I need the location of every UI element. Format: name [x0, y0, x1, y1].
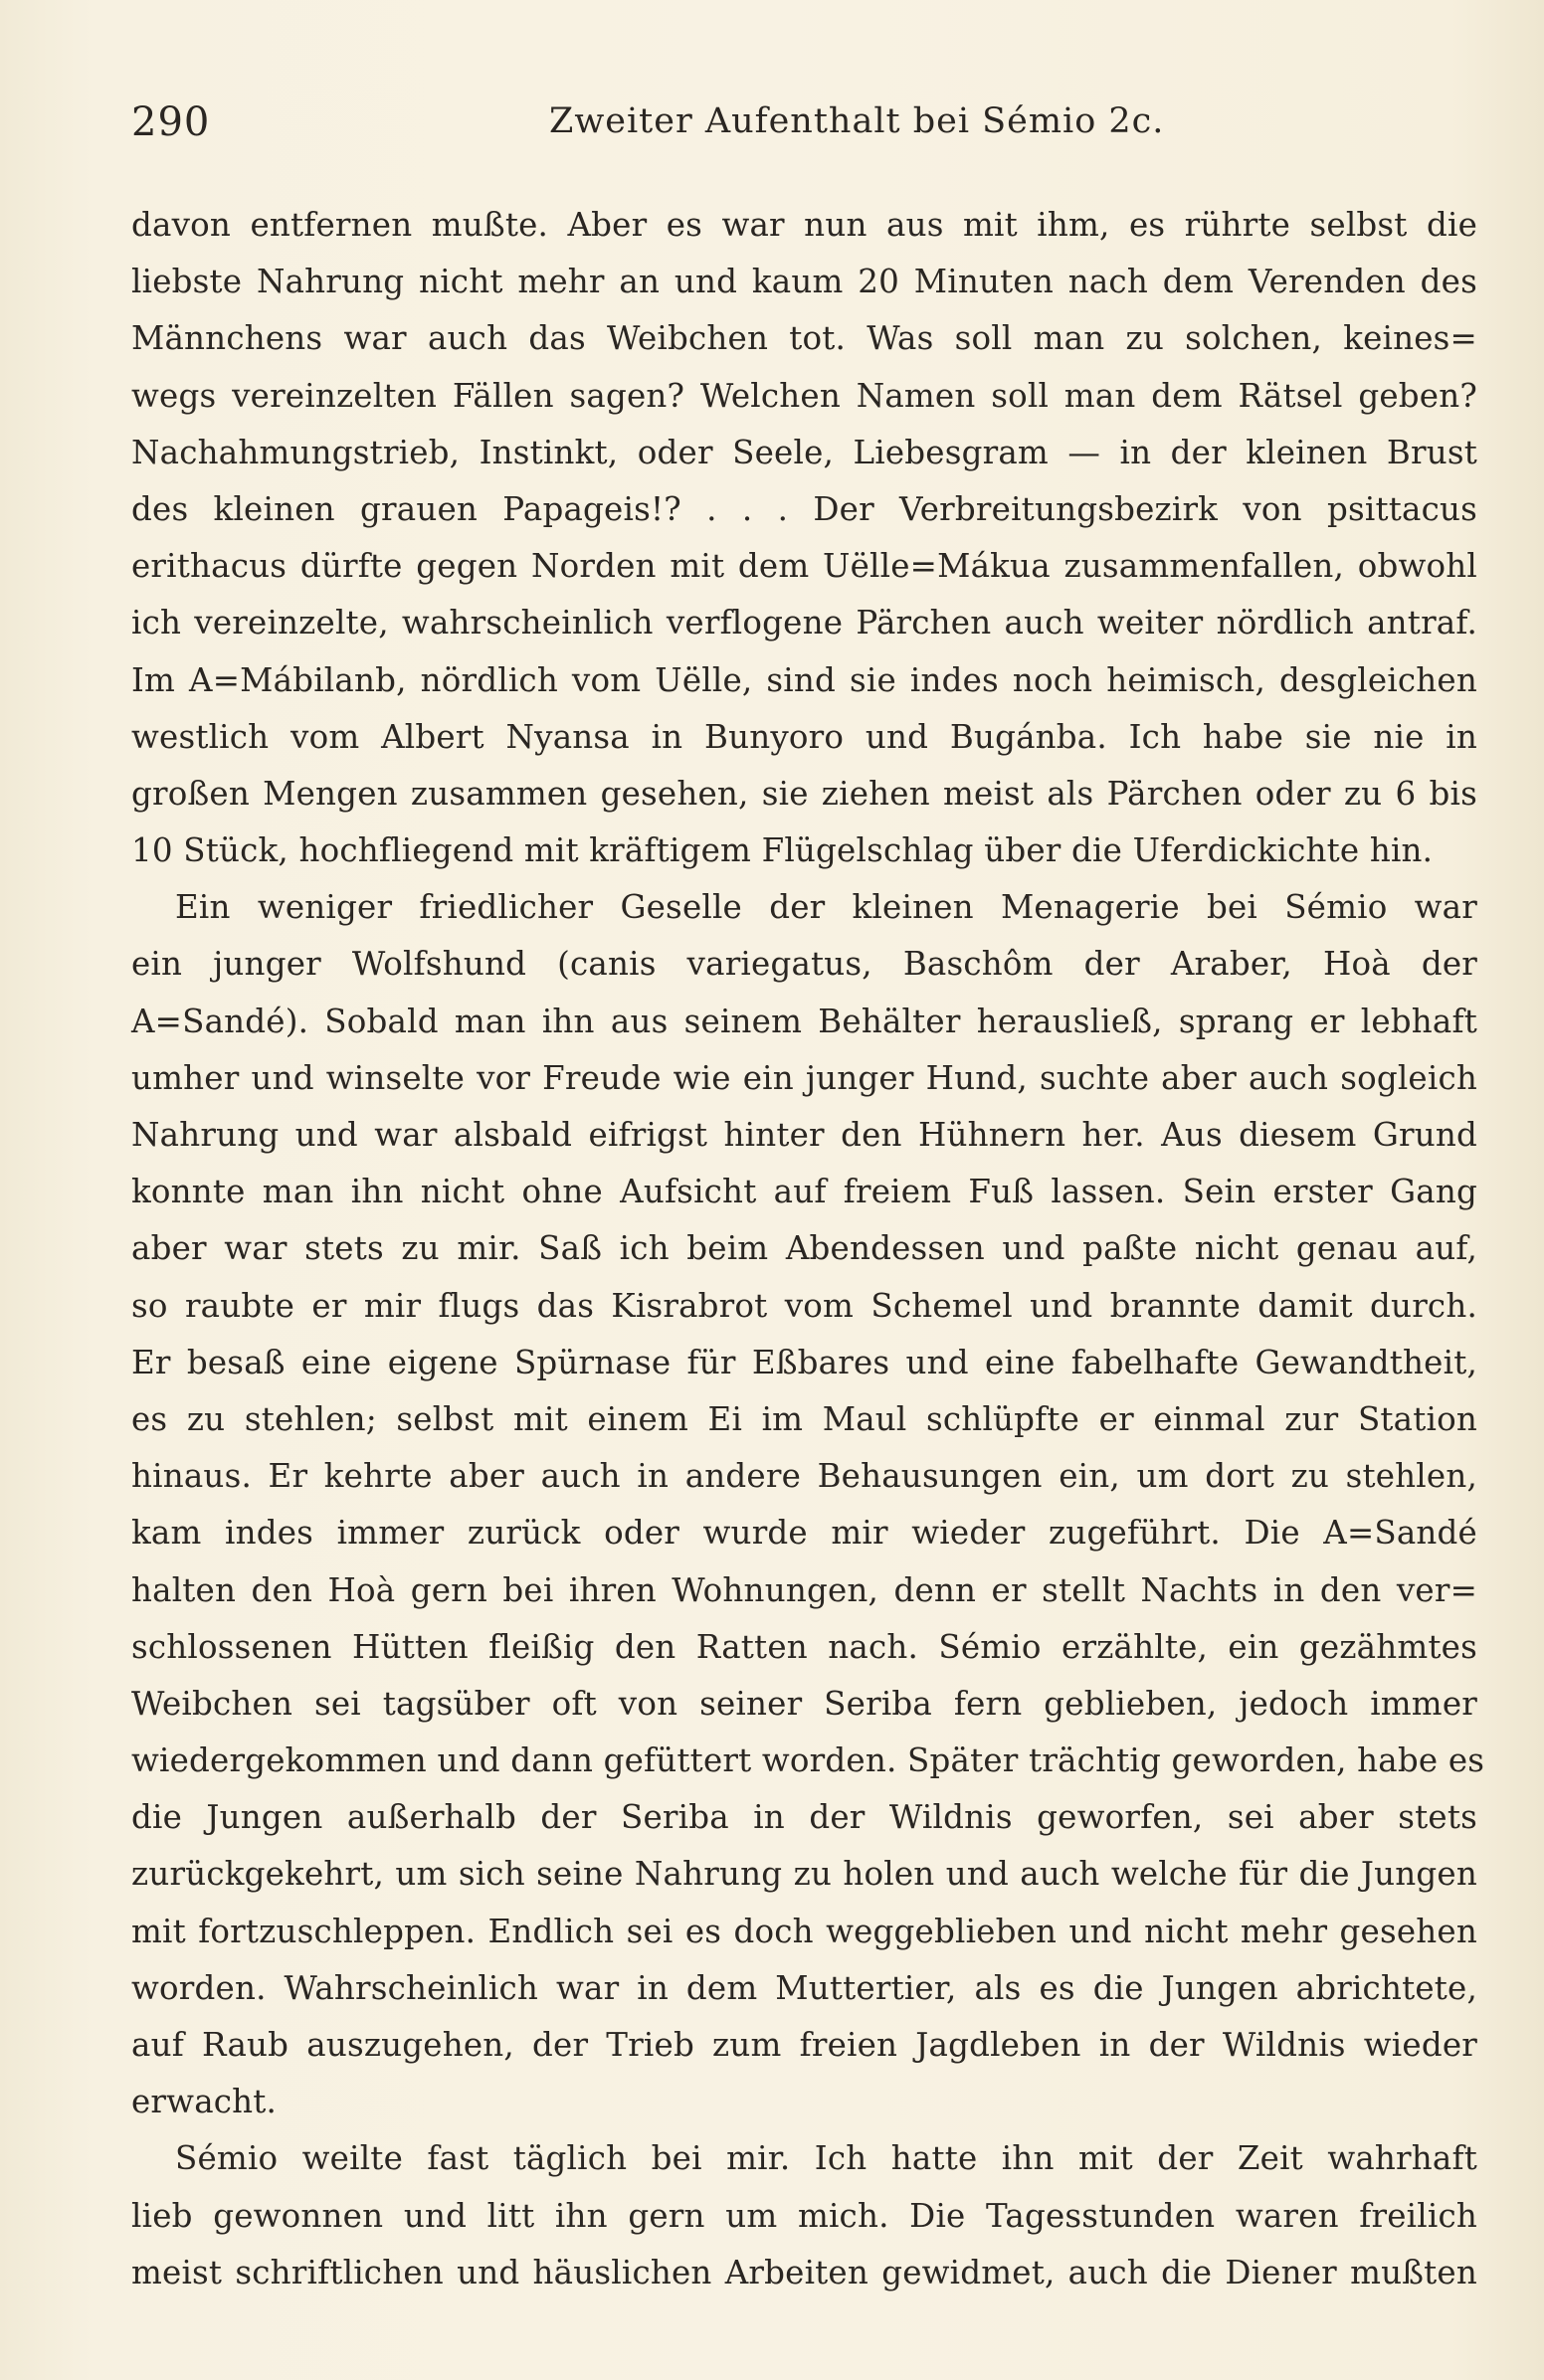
- text-line: Er besaß eine eigene Spürnase für Eßbares und eine fabelhafte Gewandtheit,: [131, 1343, 1477, 1381]
- text-line: des kleinen grauen Papageis!? . . . Der Verbreitungsbezirk von psittacus: [131, 489, 1477, 528]
- text-line: auf Raub auszugehen, der Trieb zum freien Jagdleben in der Wildnis wieder: [131, 2026, 1477, 2064]
- page-header: [131, 99, 1464, 159]
- text-line: 10 Stück, hochfliegend mit kräftigem Flügelschlag über die Uferdickichte hin.: [131, 831, 1434, 870]
- text-line: ich vereinzelte, wahrscheinlich verflogene Pärchen auch weiter nördlich antraf.: [131, 604, 1477, 642]
- text-line: es zu stehlen; selbst mit einem Ei im Maul schlüpfte er einmal zur Station: [131, 1399, 1477, 1438]
- text-line: großen Mengen zusammen gesehen, sie ziehen meist als Pärchen oder zu 6 bis: [131, 774, 1477, 813]
- text-line: westlich vom Albert Nyansa in Bunyoro und Bugánba. Ich habe sie nie in: [131, 717, 1477, 756]
- text-line: so raubte er mir flugs das Kisrabrot vom Schemel und brannte damit durch.: [131, 1286, 1477, 1325]
- text-line: liebste Nahrung nicht mehr an und kaum 20 Minuten nach dem Verenden des: [131, 263, 1477, 301]
- text-line: konnte man ihn nicht ohne Aufsicht auf freiem Fuß lassen. Sein erster Gang: [131, 1173, 1477, 1211]
- text-line: Sémio weilte fast täglich bei mir. Ich hatte ihn mit der Zeit wahrhaft: [175, 2139, 1477, 2178]
- page-number: 290: [131, 99, 211, 145]
- text-line: wegs vereinzelten Fällen sagen? Welchen Namen soll man dem Rätsel geben?: [131, 376, 1477, 415]
- text-line: zurückgekehrt, um sich seine Nahrung zu holen und auch welche für die Jungen: [131, 1855, 1477, 1894]
- text-line: Nachahmungstrieb, Instinkt, oder Seele, Liebesgram — in der kleinen Brust: [131, 433, 1477, 471]
- text-line: Männchens war auch das Weibchen tot. Was soll man zu solchen, keines=: [131, 319, 1477, 358]
- text-line: lieb gewonnen und litt ihn gern um mich. Die Tagesstunden waren freilich: [131, 2196, 1477, 2235]
- text-line: umher und winselte vor Freude wie ein junger Hund, suchte aber auch sogleich: [131, 1058, 1477, 1097]
- text-line: aber war stets zu mir. Saß ich beim Abendessen und paßte nicht genau auf,: [131, 1229, 1477, 1268]
- running-head: Zweiter Aufenthalt bei Sémio 2c.: [549, 101, 1165, 141]
- text-line: meist schriftlichen und häuslichen Arbeiten gewidmet, auch die Diener mußten: [131, 2253, 1477, 2291]
- text-line: mit fortzuschleppen. Endlich sei es doch weggeblieben und nicht mehr gesehen: [131, 1912, 1477, 1950]
- text-line: die Jungen außerhalb der Seriba in der Wildnis geworfen, sei aber stets: [131, 1798, 1477, 1837]
- text-line: kam indes immer zurück oder wurde mir wieder zugeführt. Die A=Sandé: [131, 1514, 1477, 1553]
- body-text: [131, 197, 1485, 2301]
- text-line: worden. Wahrscheinlich war in dem Muttertier, als es die Jungen abrichtete,: [131, 1968, 1477, 2007]
- text-line: A=Sandé). Sobald man ihn aus seinem Behälter herausließ, sprang er lebhaft: [131, 1002, 1477, 1040]
- text-line: erithacus dürfte gegen Norden mit dem Uëlle=Mákua zusammenfallen, obwohl: [131, 547, 1477, 586]
- text-line: erwacht.: [131, 2083, 278, 2121]
- text-line: ein junger Wolfshund (canis variegatus, Baschôm der Araber, Hoà der: [131, 945, 1477, 984]
- text-line: halten den Hoà gern bei ihren Wohnungen, denn er stellt Nachts in den ver=: [131, 1570, 1477, 1609]
- text-line: davon entfernen mußte. Aber es war nun aus mit ihm, es rührte selbst die: [131, 206, 1477, 244]
- text-line: wiedergekommen und dann gefüttert worden. Später trächtig geworden, habe es: [131, 1741, 1485, 1780]
- text-line: Weibchen sei tagsüber oft von seiner Seriba fern geblieben, jedoch immer: [131, 1684, 1477, 1723]
- text-line: hinaus. Er kehrte aber auch in andere Behausungen ein, um dort zu stehlen,: [131, 1457, 1477, 1496]
- text-line: schlossenen Hütten fleißig den Ratten nach. Sémio erzählte, ein gezähmtes: [131, 1627, 1477, 1666]
- text-line: Ein weniger friedlicher Geselle der kleinen Menagerie bei Sémio war: [175, 888, 1477, 927]
- text-line: Nahrung und war alsbald eifrigst hinter den Hühnern her. Aus diesem Grund: [131, 1116, 1477, 1154]
- text-line: Im A=Mábilanb, nördlich vom Uëlle, sind sie indes noch heimisch, desgleichen: [131, 660, 1477, 699]
